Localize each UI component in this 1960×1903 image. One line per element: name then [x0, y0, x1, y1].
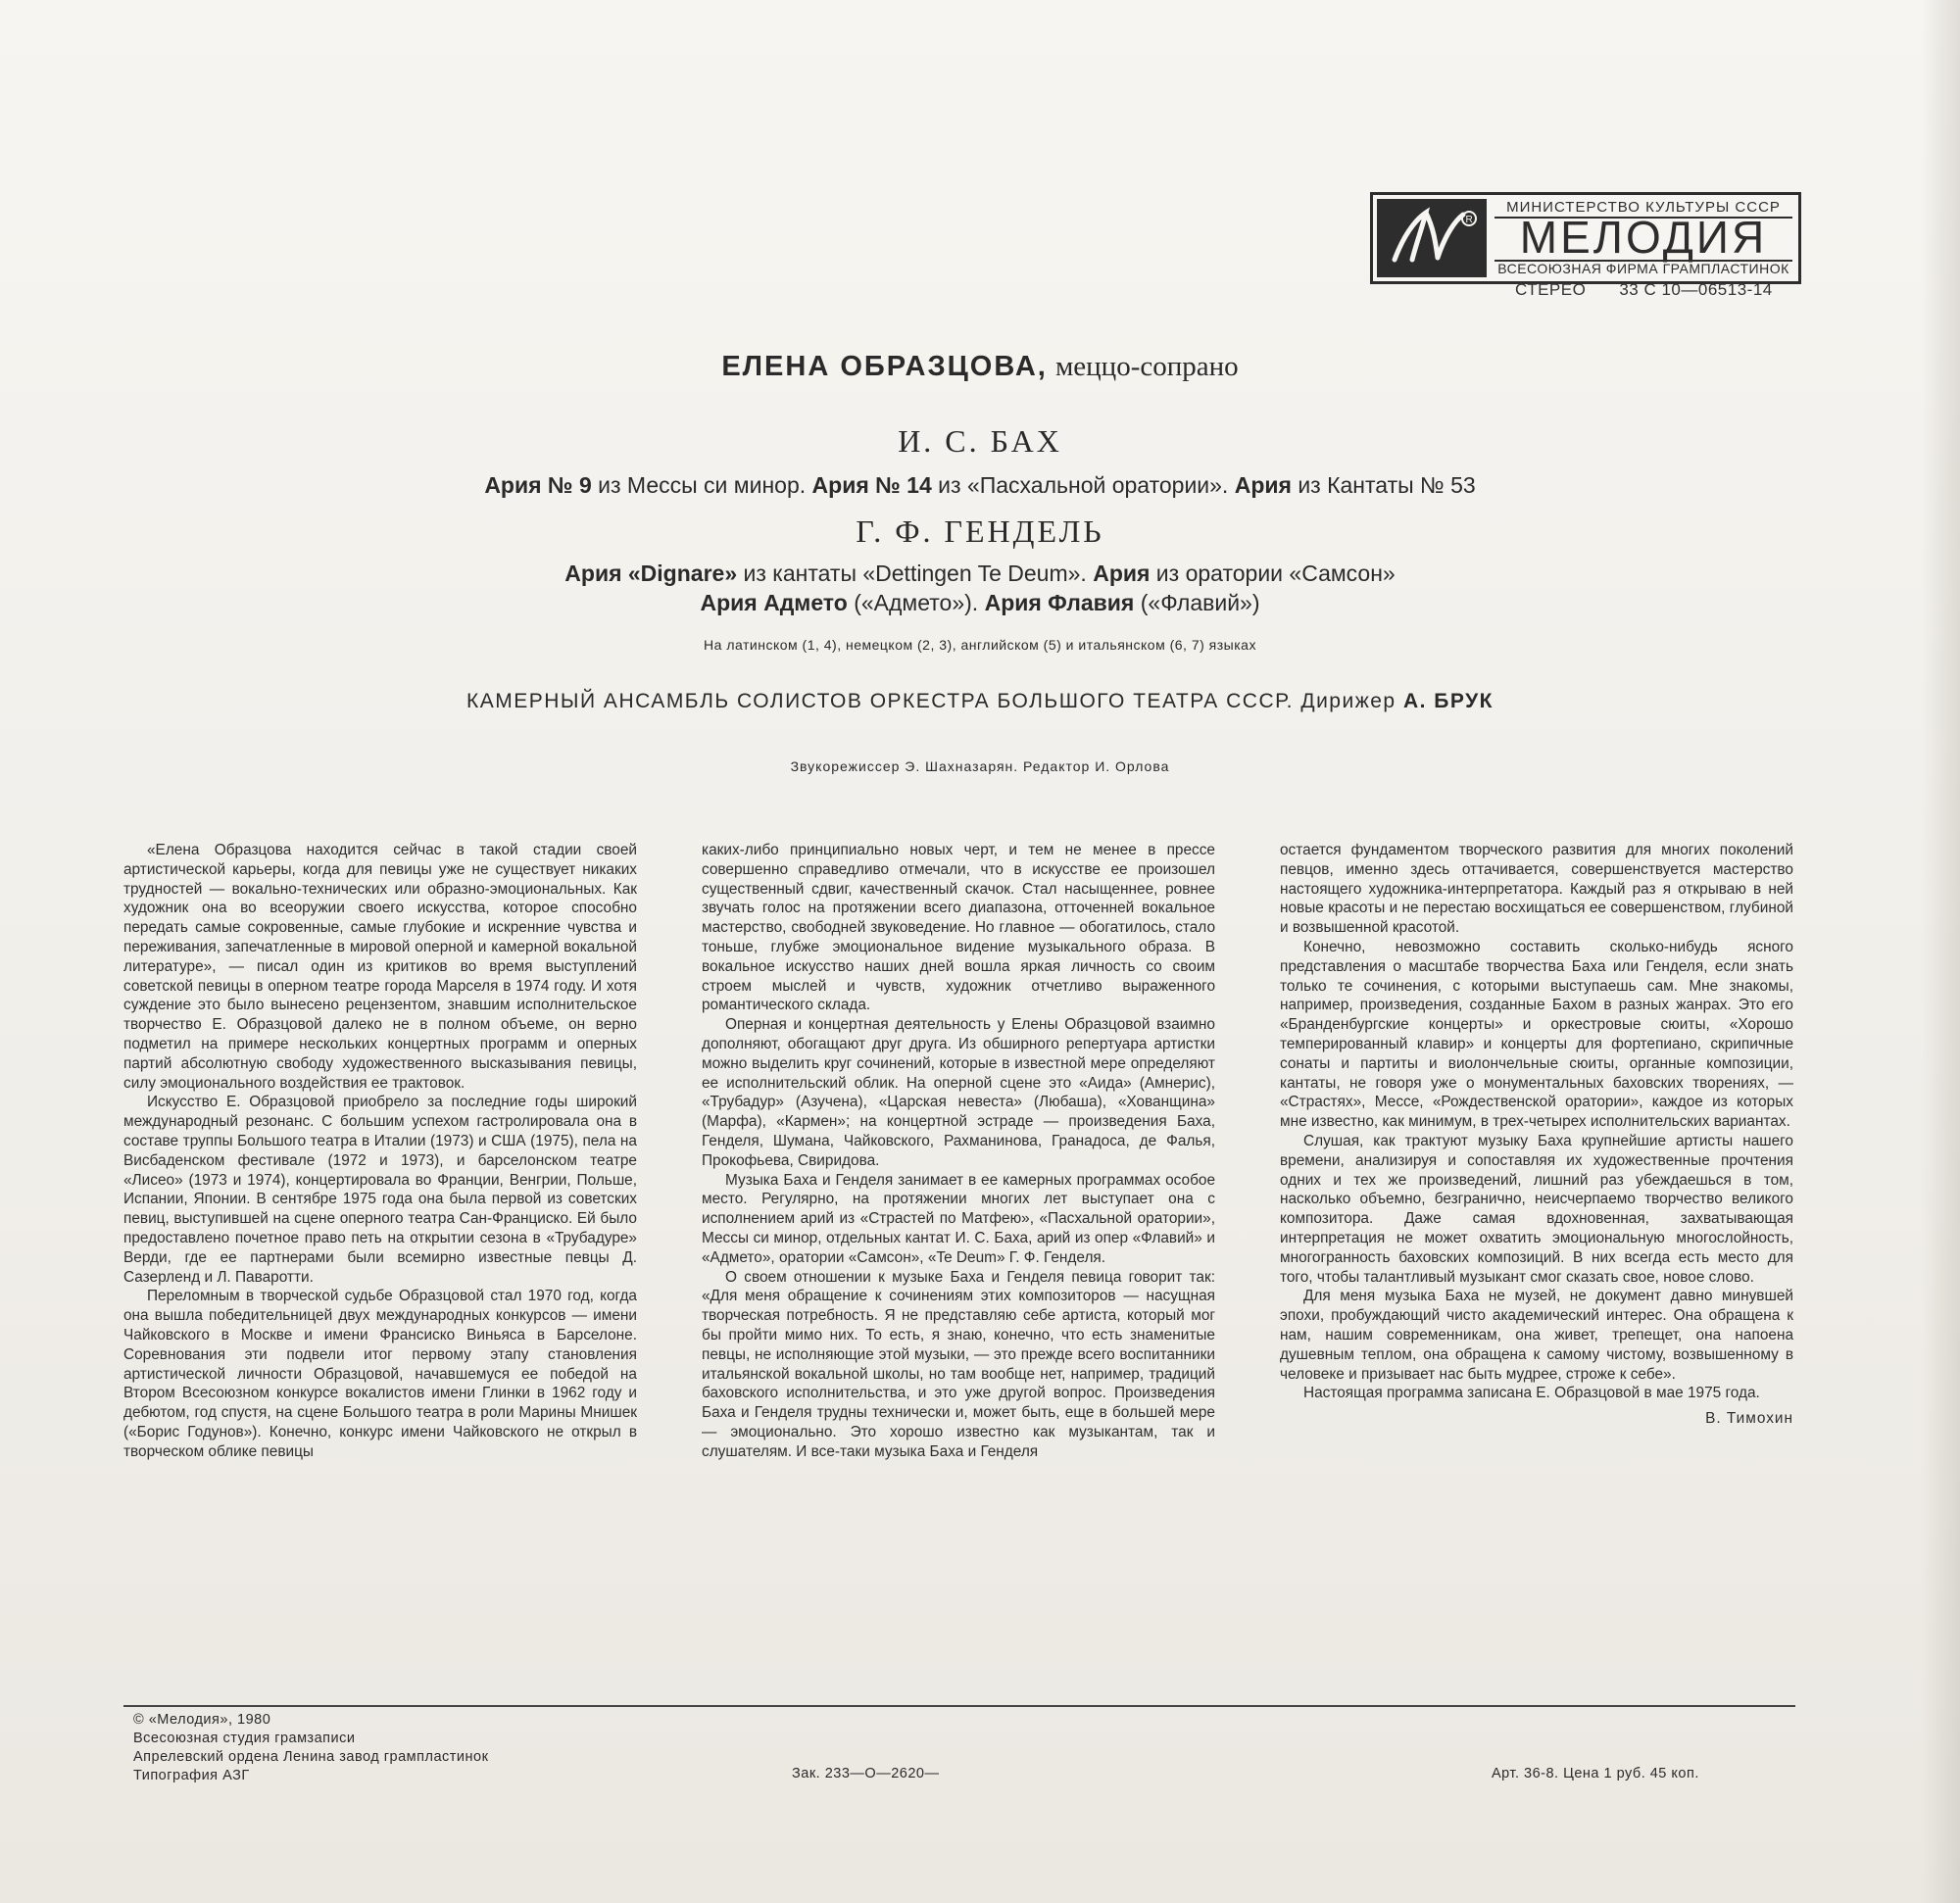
catalog-number [1515, 280, 1773, 300]
handel-arias-line2 [0, 590, 1960, 616]
handel-arias-line1 [0, 561, 1960, 587]
paragraph: О своем отношении к музыке Баха и Генделя певица говорит так: «Для меня обращение к сочинениям этих композиторов — насущная творческая потребность. Я не представляю себе артиста, который мог бы пройти мимо них. То есть, я знаю, конечно, что есть знаменитые певцы, не исполняющие этой музыки, — это прежде всего воспитанники итальянской вокальной школы, но там вообще нет, например, традиций баховского исполнительства, и это уже другой вопрос. Произведения Баха и Генделя трудны технически и, может быть, еще в большей мере — эмоционально. Это хорошо известно как музыкантам, так и слушателям. И все-таки музыка Баха и Генделя [702, 1268, 1215, 1460]
paragraph: Конечно, невозможно составить сколько-нибудь ясного представления о масштабе творчества Баха или Генделя, если знать только те сочинения, с которыми выступаешь сам. Мне знакомы, например, произведения, созданные Бахом в разных жанрах. Это его «Бранденбургские концерты» и оркестровые сюиты, «Хорошо темперированный клавир» и концерты для фортепиано, скрипичные сонаты и партиты и виолончельные сюиты, органные композиции, кантаты, не говоря уже о монументальных баховских творениях, — «Страстях», Мессе, «Рождественской оратории», каждое из которых мне известно, как минимум, в трех-четырех исполнительских вариантах. [1280, 938, 1793, 1131]
aria-title: Ария «Dignare» [564, 561, 738, 586]
aria-title: Ария [1093, 561, 1151, 586]
paragraph: Слушая, как трактуют музыку Баха крупнейшие артисты нашего времени, анализируя и сопоставляя их художественные прочтения одних и тех же произведений, лишний раз убеждаешься в том, насколько объемно, безгранично, неисчерпаемо творчество великого композитора. Даже самая вдохновенная, захватывающая интерпретация не может охватить эмоциональную многослойность, многогранность баховских композиций. В них всегда есть место для того, чтобы талантливый музыкант смог сказать свое, новое слово. [1280, 1132, 1793, 1286]
credits-line: Звукорежиссер Э. Шахназарян. Редактор И. Орлова [790, 758, 1170, 774]
author-signature: В. Тимохин [1705, 1410, 1793, 1428]
album-title [0, 351, 1960, 383]
paragraph: Музыка Баха и Генделя занимает в ее камерных программах особое место. Регулярно, на протяжении многих лет выступает она с исполнением арий из «Страстей по Матфею», «Пасхальной оратории», Мессы си минор, отдельных кантат И. С. Баха, арий из опер «Флавий» и «Адмето», оратории «Самсон», «Te Deum» Г. Ф. Генделя. [702, 1171, 1215, 1266]
paragraph: Переломным в творческой судьбе Образцовой стал 1970 год, когда она вышла победительницей двух международных конкурсов — имени Чайковского в Москве и имени Франсиско Виньяса в Барселоне. Соревнования эти подвели итог первому этапу становления артистической личности Образцовой, начавшемуся ее победой на Втором Всесоюзном конкурсе вокалистов имени Глинки в 1962 году и дебютом, год спустя, на сцене Большого театра в роли Марины Мнишек («Борис Годунов»). Конечно, конкурс имени Чайковского не открыл в творческом облике певицы [123, 1288, 637, 1460]
order-number: Зак. 233—О—2620— [792, 1766, 940, 1781]
stereo-label: СТЕРЕО [1515, 280, 1587, 299]
footer-imprint [133, 1711, 488, 1785]
paragraph: Для меня музыка Баха не музей, не документ давно минувшей эпохи, пробуждающий чисто академический интерес. Она обращена к нам, нашим современникам, она живет, трепещет, она напоена душевным теплом, она обращена к самому чистому, возвышенному в человеке и призывает нас быть мудрее, строже к себе». [1280, 1288, 1793, 1383]
aria-title: Ария № 14 [811, 472, 932, 498]
voice-type: меццо-сопрано [1054, 351, 1239, 382]
composer-handel: Г. Ф. ГЕНДЕЛЬ [856, 513, 1104, 549]
bach-arias [0, 472, 1960, 499]
ensemble-name: КАМЕРНЫЙ АНСАМБЛЬ СОЛИСТОВ ОРКЕСТРА БОЛЬШОГО ТЕАТРА СССР. [466, 690, 1301, 712]
conductor-name: А. БРУК [1402, 690, 1494, 712]
logo-firm-text: ВСЕСОЮЗНАЯ ФИРМА ГРАМПЛАСТИНОК [1497, 261, 1789, 276]
aria-source: («Адмето»). [847, 590, 985, 615]
ensemble-line [0, 690, 1960, 713]
aria-title: Ария № 9 [484, 472, 592, 498]
aria-source: («Флавий») [1134, 590, 1260, 615]
aria-source: из кантаты «Dettingen Te Deum». [737, 561, 1094, 586]
printer-line: Типография АЗГ [133, 1768, 250, 1783]
aria-title: Ария [1234, 472, 1292, 498]
conductor-label: Дирижер [1300, 690, 1403, 712]
aria-source: из Мессы си минор. [591, 472, 812, 498]
paragraph: Оперная и концертная деятельность у Елены Образцовой взаимно дополняют, обогащают друг друга. Из обширного репертуара артистки можно выделить круг сочинений, которые в известной мере определяют ее исполнительский облик. На оперной сцене это «Аида» (Амнерис), «Трубадур» (Азучена), «Царская невеста» (Любаша), «Хованщина» (Марфа), «Кармен»; на концертной эстраде — произведения Баха, Генделя, Шумана, Чайковского, Рахманинова, Гранадоса, де Фалья, Прокофьева, Свиридова. [702, 1016, 1215, 1169]
paragraph: остается фундаментом творческого развития для многих поколений певцов, именно здесь оттачивается, совершенствуется мастерство настоящего художника-интерпретатора. Каждый раз я открываю в ней новые красоты и не перестаю восхищаться ее совершенством, глубиной и возвышенной красотой. [1280, 842, 1793, 937]
composer-bach: И. С. БАХ [898, 423, 1062, 459]
liner-notes-column-3 [1280, 841, 1793, 1429]
aria-source: из оратории «Самсон» [1150, 561, 1396, 586]
paragraph: Искусство Е. Образцовой приобрело за последние годы широкий международный резонанс. С большим успехом гастролировала она в составе труппы Большого театра в Италии (1973) и США (1975), пела на Висбаденском фестивале (1972 и 1973), и барселонском театре «Лисео» (1973 и 1974), концертировала во Франции, Венгрии, Польше, Испании, Японии. В сентябре 1975 года она была первой из советских певиц, выступившей на сцене оперного театра Сан-Франциско. Ей было предоставлено почетное право петь на открытии сезона в «Трубадуре» Верди, где ее партнерами были всемирно известные певцы Д. Сазерленд и Л. Паваротти. [123, 1094, 637, 1286]
liner-notes-column-1 [123, 841, 637, 1462]
paragraph: Настоящая программа записана Е. Образцовой в мае 1975 года. [1303, 1385, 1760, 1402]
aria-source: из Кантаты № 53 [1291, 472, 1476, 498]
paragraph: «Елена Образцова находится сейчас в такой стадии своей артистической карьеры, когда для певицы уже не существует никаких трудностей — вокально-технических или образно-эмоциональных. Как художник она во всеоружии своего искусства, которое способно передать самые сокровенные, самые глубокие и искренние чувства и переживания, запечатленные в мировой оперной и камерной вокальной литературе», — писал один из критиков во время выступлений советской певицы в оперном театре города Марселя в 1974 году. И хотя суждение это было вынесено рецензентом, знавшим исполнительское творчество Е. Образцовой далеко не в полном объеме, он верно подметил на примере нескольких концертных программ и оперных партий абсолютную свободу художественного высказывания певицы, силу эмоционального воздействия ее трактовок. [123, 842, 637, 1092]
copyright-line: © «Мелодия», 1980 [133, 1712, 271, 1728]
aria-title: Ария Адмето [700, 590, 848, 615]
languages-note: На латинском (1, 4), немецком (2, 3), английском (5) и итальянском (6, 7) языках [704, 637, 1256, 653]
logo-ministry-text: МИНИСТЕРСТВО КУЛЬТУРЫ СССР [1506, 199, 1781, 216]
factory-line: Апрелевский ордена Ленина завод грампластинок [133, 1749, 489, 1765]
logo-name-text: МЕЛОДИЯ [1519, 212, 1768, 263]
catalog-code: 33 С 10—06513-14 [1619, 280, 1773, 299]
studio-line: Всесоюзная студия грамзаписи [133, 1731, 356, 1746]
aria-title: Ария Флавия [984, 590, 1135, 615]
footer-divider [123, 1705, 1795, 1707]
artist-name: ЕЛЕНА ОБРАЗЦОВА, [721, 351, 1048, 382]
aria-source: из «Пасхальной оратории». [931, 472, 1235, 498]
svg-text:R: R [1465, 215, 1473, 225]
sleeve-edge-shadow [1921, 0, 1960, 1903]
paragraph: каких-либо принципиально новых черт, и тем не менее в прессе совершенно справедливо отмечали, что в искусстве ее произошел существенный сдвиг, качественный скачок. Стал насыщеннее, ровнее звучать голос на протяжении всего диапазона, отточенней вокальное мастерство, свободней звуковедение. Но главное — обогатилось, стало тоньше, глубже эмоциональное видение музыкального образа. В вокальное искусство наших дней вошла яркая личность со своим строем мыслей и чувств, художник отчетливо выраженного романтического склада. [702, 842, 1215, 1014]
liner-notes-column-2 [702, 841, 1215, 1462]
melodiya-logo [1370, 192, 1801, 284]
melodiya-emblem-icon [1377, 199, 1487, 277]
price-line: Арт. 36-8. Цена 1 руб. 45 коп. [1492, 1766, 1699, 1781]
